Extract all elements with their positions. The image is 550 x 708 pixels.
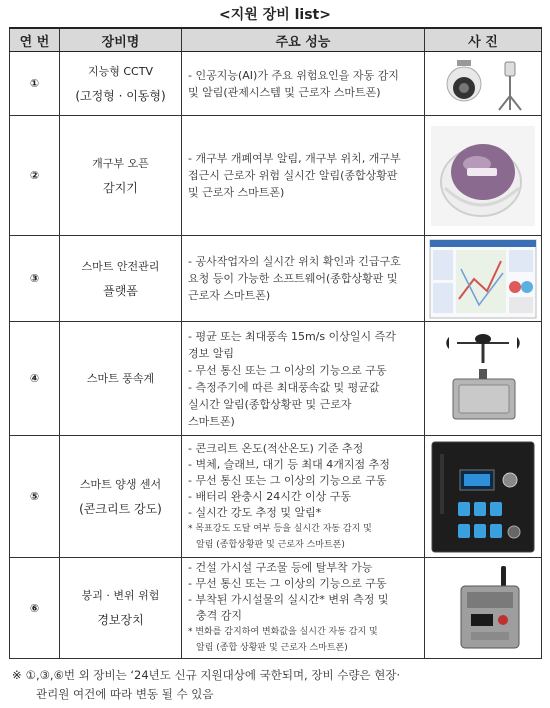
spec-line: 및 근로자 스마트폰) bbox=[188, 186, 285, 199]
equipment-name-sub: 경보장치 bbox=[97, 613, 144, 627]
equipment-photo bbox=[425, 52, 542, 116]
equipment-name-sub: 감지기 bbox=[103, 180, 138, 195]
equipment-name-main: 지능형 CCTV bbox=[88, 64, 153, 78]
equipment-name-main: 스마트 안전관리 bbox=[81, 259, 160, 273]
cctv-camera-icon bbox=[433, 56, 533, 112]
spec-line: - 벽체, 슬래브, 대기 등 최대 4개지점 추정 bbox=[188, 457, 390, 471]
equipment-spec bbox=[182, 52, 425, 116]
header-name: 장비명 bbox=[60, 28, 182, 52]
equipment-name bbox=[60, 322, 182, 436]
table-header-row bbox=[10, 28, 542, 52]
equipment-name-main: 스마트 양생 센서 bbox=[79, 477, 162, 491]
spec-line: - 개구부 개폐여부 알림, 개구부 위치, 개구부 bbox=[188, 152, 401, 165]
displacement-alarm-device-icon bbox=[433, 562, 533, 654]
equipment-name bbox=[60, 52, 182, 116]
row-number: ④ bbox=[10, 322, 60, 436]
equipment-name-main: 붕괴 · 변위 위험 bbox=[81, 589, 160, 602]
equipment-spec bbox=[182, 322, 425, 436]
spec-line: - 인공지능(AI)가 주요 위험요인을 자동 감지 bbox=[188, 68, 399, 82]
equipment-name bbox=[60, 116, 182, 236]
equipment-photo bbox=[425, 236, 542, 322]
table-row bbox=[10, 116, 542, 236]
row-number: ① bbox=[10, 52, 60, 116]
spec-line: 경보 알림 bbox=[188, 346, 235, 360]
equipment-name bbox=[60, 236, 182, 322]
equipment-photo bbox=[425, 558, 542, 659]
note-mark: ※ bbox=[12, 668, 22, 682]
spec-line: - 부착된 가시설물의 실시간* 변위 측정 및 bbox=[188, 593, 389, 606]
spec-line: - 무선 통신 또는 그 이상의 기능으로 구동 bbox=[188, 473, 387, 487]
table-row bbox=[10, 52, 542, 116]
equipment-name-sub: (콘크리트 강도) bbox=[79, 501, 162, 516]
spec-line: 실시간 알림(종합상황판 및 근로자 bbox=[188, 397, 352, 411]
spec-line: - 무선 통신 또는 그 이상의 기능으로 구동 bbox=[188, 363, 387, 377]
row-number: ⑥ bbox=[10, 558, 60, 659]
spec-footnote: * 변화를 감지하여 변화값을 실시간 자동 감지 및 bbox=[188, 627, 378, 637]
spec-line: 근로자 스마트폰) bbox=[188, 289, 271, 302]
spec-line: - 콘크리트 온도(적산온도) 기준 추정 bbox=[188, 441, 364, 455]
equipment-spec bbox=[182, 436, 425, 558]
spec-footnote: 알림 (종합 상황판 및 근로자 스마트폰) bbox=[196, 643, 348, 653]
equipment-spec bbox=[182, 558, 425, 659]
equipment-name-main: 스마트 풍속계 bbox=[86, 371, 155, 385]
spec-line: 및 알림(관제시스템 및 근로자 스마트폰) bbox=[188, 85, 381, 99]
spec-line: - 무선 통신 또는 그 이상의 기능으로 구동 bbox=[188, 577, 387, 590]
spec-footnote: * 목표강도 도달 여부 등을 실시간 자동 감지 및 bbox=[188, 523, 372, 534]
page-title: <지원 장비 list> bbox=[219, 7, 331, 23]
header-photo: 사 진 bbox=[425, 28, 542, 52]
equipment-name bbox=[60, 558, 182, 659]
curing-sensor-device-icon bbox=[430, 440, 536, 554]
equipment-name-main: 개구부 오픈 bbox=[92, 156, 149, 170]
spec-line: 충격 감지 bbox=[196, 609, 243, 622]
header-spec: 주요 성능 bbox=[182, 28, 425, 52]
header-no: 연 번 bbox=[10, 28, 60, 52]
equipment-name-sub: (고정형 · 이동형) bbox=[75, 88, 166, 103]
opening-sensor-icon bbox=[431, 126, 535, 226]
row-number: ⑤ bbox=[10, 436, 60, 558]
spec-footnote: 알림 (종합상황판 및 근로자 스마트폰) bbox=[196, 539, 345, 550]
table-row bbox=[10, 236, 542, 322]
equipment-table bbox=[9, 27, 542, 659]
table-row bbox=[10, 558, 542, 659]
spec-line: - 실시간 강도 추정 및 알림* bbox=[188, 505, 322, 519]
spec-line: - 공사작업자의 실시간 위치 확인과 긴급구호 bbox=[188, 255, 401, 268]
equipment-photo bbox=[425, 436, 542, 558]
equipment-name-sub: 플랫폼 bbox=[103, 283, 138, 298]
footnote bbox=[12, 666, 542, 704]
table-row bbox=[10, 322, 542, 436]
anemometer-icon bbox=[433, 329, 533, 429]
dashboard-screen-icon bbox=[429, 239, 537, 319]
spec-line: - 측정주기에 따른 최대풍속값 및 평균값 bbox=[188, 380, 380, 394]
spec-line: 스마트폰) bbox=[188, 414, 235, 428]
spec-line: - 건설 가시설 구조물 등에 탈부착 가능 bbox=[188, 561, 373, 574]
spec-line: - 배터리 완충시 24시간 이상 구동 bbox=[188, 489, 351, 503]
note-line-2: 관리원 여건에 따라 변동 될 수 있음 bbox=[36, 687, 214, 701]
row-number: ③ bbox=[10, 236, 60, 322]
spec-line: 요청 등이 가능한 소프트웨어(종합상황판 및 bbox=[188, 272, 398, 285]
equipment-spec bbox=[182, 236, 425, 322]
spec-line: 접근시 근로자 위험 실시간 알림(종합상황판 bbox=[188, 169, 398, 182]
spec-line: - 평균 또는 최대풍속 15m/s 이상일시 즉각 bbox=[188, 329, 396, 343]
equipment-spec bbox=[182, 116, 425, 236]
equipment-photo bbox=[425, 116, 542, 236]
note-line-1: ①,③,⑥번 외 장비는 ‘24년도 신규 지원대상에 국한되며, 장비 수량은 현장· bbox=[25, 668, 401, 682]
equipment-photo bbox=[425, 322, 542, 436]
equipment-name bbox=[60, 436, 182, 558]
row-number: ② bbox=[10, 116, 60, 236]
table-row bbox=[10, 436, 542, 558]
